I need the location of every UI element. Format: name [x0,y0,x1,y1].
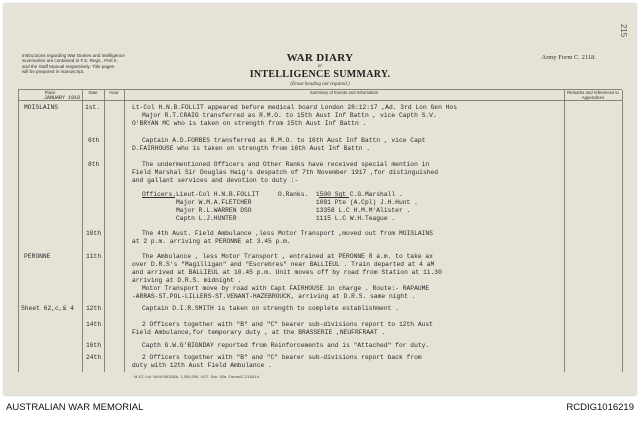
summary-line: over D.R.S's "Magilligan" and "Escrebres" near BALLIEUL . Train departed at 4 aM [132,261,435,268]
table-border-right [622,90,623,372]
column-divider [124,90,125,372]
title-note: (Erase heading not required.) [290,82,350,87]
column-divider [564,90,565,372]
war-diary-page [4,4,636,395]
date-6th: 6th [88,137,100,144]
summary-line: Major R.L.WARREN DSO 13358 L.C H.M.M'Alister . [142,207,411,214]
column-divider [82,90,83,372]
officers-underline [142,197,175,198]
summary-line: Major R.T.CRAIG transferred as R.M.O. to 15th Aust Inf Battn , vice Capth S.V. [142,112,437,119]
summary-line: D.FAIRHOUSE who is taken on strength from 16th Aust Inf Battn . [132,145,371,152]
summary-line: The Ambulance , less Motor Transport , entrained at PERONNE 8 a.m. to take ax [142,253,433,260]
summary-line: Major W.M.A.FLETCHER 1081 Pte (A.Cpl) J.H.Hunt . [142,199,418,206]
summary-line: Motor Transport move by road with Capt FAIRHOUSE in charge . Route:- RAPAUME [142,285,430,292]
summary-line: Officers.Lieut-Col H.N.B.FOLLIT O.Ranks. 1500 Sgt C.G.Marshall . [142,191,403,198]
page-reference: 215 [618,23,628,38]
instruction-line: Instructions regarding War Diaries and Intelligence [22,53,125,58]
summary-line: Captain A.D.FORBES transferred as R.M.O. to 16th Aust Inf Battn , vice Capt [142,137,426,144]
summary-line: O'BRYAN MC who is taken on strength from 15th Aust Inf Battn . [132,120,367,127]
summary-line: Field Ambulance,for temporary duty , at the BRASSERIE ,NEUFRFRAAT . [132,329,386,336]
date-14th: 14th [86,321,102,328]
date-8th: 8th [88,161,100,168]
summary-line: Captain D.I.R.SMITH is taken on strength to complete establishment . [142,305,399,312]
month-label: JANUARY 1918 [44,95,81,101]
place-sheet-ref: Sheet 62,c,& 4 [21,305,74,312]
date-1st: 1st. [85,104,101,111]
column-header-hour: Hour [109,90,119,95]
record-id: RCDIG1016219 [566,402,634,413]
summary-line: duty with 12th Aust Field Ambulance . [132,362,272,369]
place-moislains: MOISLAINS [24,104,59,111]
instruction-line: and the Staff Manual respectively. Title pages [22,63,115,69]
place-peronne: PERONNE [24,253,51,260]
summary-line: Field Marshal Sir Douglas Haig's despatch of 7th November 1917 ,for distinguished [132,169,439,176]
date-16th: 16th [86,342,102,349]
form-number: Army Form C. 2118. [541,54,596,61]
table-border-left [18,90,19,372]
column-divider [104,90,105,372]
archive-name: AUSTRALIAN WAR MEMORIAL [6,402,144,413]
date-11th: 11th [86,253,102,260]
summary-line: Lt-Col H.N.B.FOLLIT appeared before medical board London 28:12:17 ,Ad. 3rd Lon Gen Hos [132,104,457,111]
title-intelligence-summary: INTELLIGENCE SUMMARY. [249,69,391,80]
date-12th: 12th [86,305,102,312]
title-war-diary: WAR DIARY [286,52,354,64]
printer-imprint: M.&T. Ltd. Wt.W.593/826. 1,000,000. 4/17. Sch. 52a. Forms/C.2118/14. [134,374,261,379]
summary-line: 2 Officers together with "B" and "C" bearer sub-divisions report back from [142,354,422,361]
summary-line: Captn L.J.HUNTER 1115 L.C W.H.Teague . [142,215,396,222]
date-10th: 10th [86,230,102,237]
column-header-remarks: Remarks and references to Appendices [567,90,619,100]
summary-line: at 2 p.m. arriving at PERONNE at 3.45 p.m. [132,238,291,245]
summary-line: arriving at D.R.S. midnight . [132,277,242,284]
title-or: or [317,64,323,69]
summary-line: -ARRAS-ST.POL-LILLERS-ST.VENANT-HAZEBROUCK, arriving at D.R.S. same night . [132,293,416,300]
summary-line: Capth G.W.G'BIGNDAY reported from Reinforcements and is "Attached" for duty. [142,342,430,349]
summary-line: and gallant services and devotion to duty :- [132,177,299,184]
summary-line: The 4th Aust. Field Ambulance ,less Motor Transport ,moved out from MOISLAINS [142,230,433,237]
instruction-line: will be prepared in manuscript. [22,69,85,75]
column-header-place: Place [44,90,56,95]
ranks-underline [319,197,349,198]
header-bottom-rule [18,100,622,101]
summary-line: The undermentioned Officers and Other Ranks have received special mention in [142,161,430,168]
summary-line: 2 Officers together with "B" and "C" bearer sub-divisions report to 12th Aust [142,321,433,328]
column-header-date: Date [88,90,98,95]
summary-line: and arrived at BALLIEUL at 10.45 p.m. Unit moves off by road from Station at 11.30 [132,269,442,276]
column-header-summary: Summary of Events and Information [309,90,379,95]
date-24th: 24th [86,354,102,361]
instruction-line: Summaries are contained in F.S. Regs., Part II. [22,58,118,64]
